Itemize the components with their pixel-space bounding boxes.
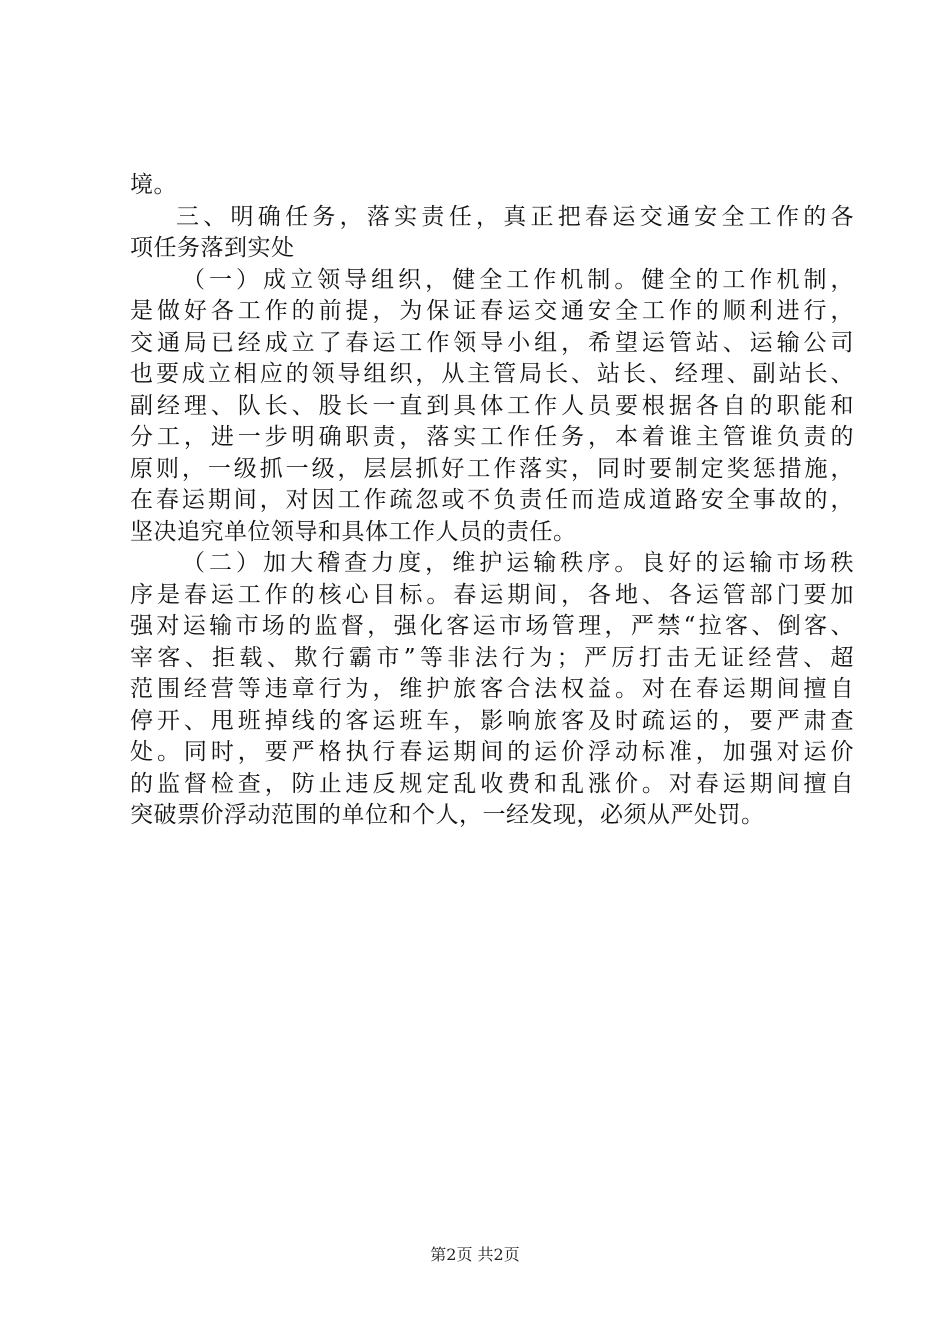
paragraph-line: 宰客、拒载、欺行霸市”等非法行为；严厉打击无证经营、超 bbox=[130, 644, 854, 671]
paragraph-line: 突破票价浮动范围的单位和个人，一经发现，必须从严处罚。 bbox=[130, 802, 765, 828]
paragraph-line: 停开、甩班掉线的客运班车，影响旅客及时疏运的，要严肃查 bbox=[130, 707, 854, 734]
paragraph-line: （二）加大稽查力度，维护运输秩序。良好的运输市场秩 bbox=[182, 550, 854, 576]
paragraph-line: 副经理、队长、股长一直到具体工作人员要根据各自的职能和 bbox=[130, 392, 854, 419]
paragraph-line: 坚决追究单位领导和具体工作人员的责任。 bbox=[130, 518, 577, 545]
paragraph-line: 的监督检查，防止违反规定乱收费和乱涨价。对春运期间擅自 bbox=[130, 770, 854, 797]
paragraph-line: 原则，一级抓一级，层层抓好工作落实，同时要制定奖惩措施， bbox=[130, 455, 854, 482]
paragraph-line: 在春运期间，对因工作疏忽或不负责任而造成道路安全事故的， bbox=[130, 487, 854, 513]
paragraph-line: 序是春运工作的核心目标。春运期间，各地、各运管部门要加 bbox=[130, 581, 854, 608]
paragraph-line: 强对运输市场的监督，强化客运市场管理，严禁“拉客、倒客、 bbox=[130, 613, 854, 639]
paragraph-line: 是做好各工作的前提，为保证春运交通安全工作的顺利进行， bbox=[130, 298, 854, 324]
paragraph-line: 处。同时，要严格执行春运期间的运价浮动标准，加强对运价 bbox=[130, 739, 854, 765]
document-body bbox=[130, 170, 854, 832]
paragraph-line: 分工，进一步明确职责，落实工作任务，本着谁主管谁负责的 bbox=[130, 424, 854, 450]
paragraph-line: 交通局已经成立了春运工作领导小组，希望运管站、运输公司 bbox=[130, 329, 854, 356]
paragraph-line: 也要成立相应的领导组织，从主管局长、站长、经理、副站长、 bbox=[130, 361, 854, 387]
paragraph-line: 范围经营等违章行为，维护旅客合法权益。对在春运期间擅自 bbox=[130, 676, 854, 702]
section-heading-line: 项任务落到实处 bbox=[130, 235, 295, 261]
page-number-footer: 第2页 共2页 bbox=[430, 1245, 520, 1264]
section-heading-line: 三、明确任务，落实责任，真正把春运交通安全工作的各 bbox=[176, 203, 854, 230]
paragraph-line: 境。 bbox=[130, 172, 177, 198]
paragraph-line: （一）成立领导组织，健全工作机制。健全的工作机制， bbox=[182, 266, 854, 293]
